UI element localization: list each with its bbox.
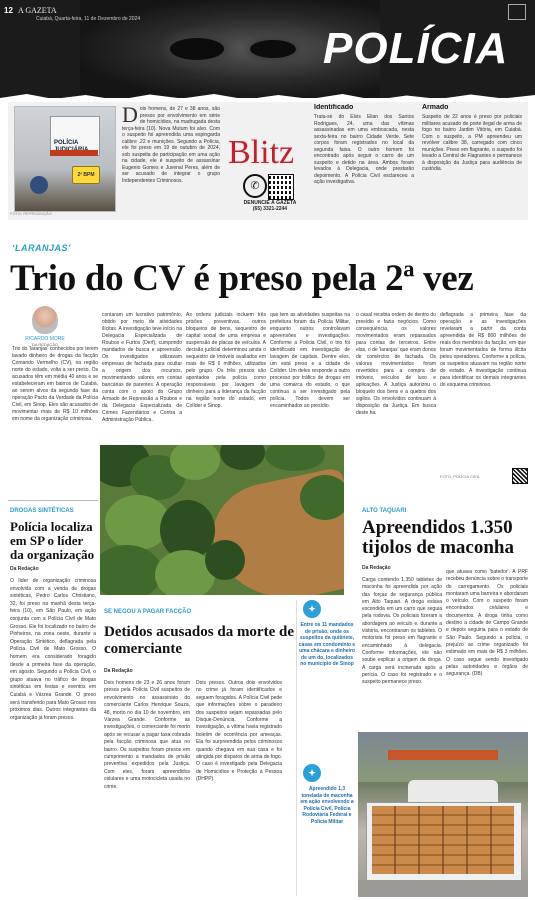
main-story-column-1: Trio do 'laranjas' conhecidos por terem lavado dinheiro de drogas da facção Comando Vermelho (CV), na região norte do estado, volta a ser preso. Os acusados têm em média 40 anos e se estabeleceram em bairros de Cuiabá, ao serem alvos da segunda fase da operação Pacto da Verdade da Polícia Civil, em Sinop. Eles são acusados de movimentar mais de R$ 10 milhões em nome da organização criminosa. <box>12 346 98 422</box>
teaser-photo-card-title: POLÍCIA <box>54 140 79 146</box>
teaser-column-2 <box>314 104 414 214</box>
qr-code-icon[interactable] <box>512 468 528 484</box>
main-photo-caption: FOTO: POLÍCIA CIVIL <box>440 474 480 479</box>
photo-tree <box>170 445 220 480</box>
right-story-kicker: ALTO TAQUARI <box>362 508 407 514</box>
sidebar-note-2: Apreendido 1,3 tonelada de maconha em ação envolvendo a Polícia Civil, Polícia Rodoviária Federal e Polícia Militar <box>300 786 354 825</box>
truck-cab <box>408 780 498 804</box>
dateline: Cuiabá, Quarta-feira, 11 de Dezembro de 2024 <box>36 16 141 22</box>
divider <box>8 500 98 501</box>
info-icon: ✦ <box>303 600 321 618</box>
teaser-column-1-text: ois homens, de 27 e 38 anos, são presos por envolvimento em série de homicídios, na madrugada desta terça-feira (10). Nova Mutum foi alvo. Com o suspeito foi apreendida uma espingarda calibre .22 e munições. Segundo a Polícia, ele foi preso em 19 de outubro de 2024, sob suspeita de participação em uma ação na cidade, ele é suspeito de assassinar Eugenio Gomes e Juvenal Peres, além de ser acusado de integrar o grupo Independentes Criminosos. <box>122 106 220 184</box>
photo-tree <box>100 545 162 595</box>
main-headline: Trio do CV é preso pela 2ª vez <box>10 258 474 299</box>
right-story-column-1: Carga contendo 1.350 tabletes de maconha foi apreendida por ação das forças de segurança pública em Alto Taquari. A droga estava escondida em um carro que seguia pela rodovia. Os policiais fizeram a abordagem ao veículo e, durante a vistoria, encontraram os tabletes. O motorista foi preso em flagrante e encaminhado à delegacia. Conforme informações, ele não soube explicar a origem da droga. A carga será incinerada após a perícia. O caso foi registrado e o suspeito permanece preso. <box>362 577 442 686</box>
info-icon: ✦ <box>303 764 321 782</box>
photo-tree <box>300 475 344 520</box>
whatsapp-icon[interactable]: ✆ <box>243 174 267 198</box>
left-story-headline: Polícia localiza em SP o líder da organização <box>10 519 95 562</box>
teaser-column-2-head: Identificado <box>314 104 354 111</box>
drug-bricks-grid <box>372 806 514 874</box>
page-number: 12 <box>4 6 13 15</box>
right-story-photo <box>358 732 528 897</box>
page-corner-icon <box>508 4 526 20</box>
left-story-byline: Da Redação <box>10 566 39 572</box>
right-story-byline: Da Redação <box>362 565 391 571</box>
teaser-column-3 <box>422 104 522 214</box>
photo-tree <box>265 445 325 471</box>
main-story-photo <box>100 445 344 595</box>
author-sub: DA REDAÇÃO <box>31 342 59 347</box>
right-story-headline: Apreendidos 1.350 tijolos de maconha <box>362 517 514 558</box>
whatsapp-label: DENUNCIE À GAZETA <box>243 200 297 206</box>
left-story-kicker: DROGAS SINTÉTICAS <box>10 508 74 514</box>
column-divider <box>296 600 297 896</box>
teaser-photo-caption: FOTO: REPRODUÇÃO <box>10 211 52 216</box>
center-story-column-2: Dois presos. Outros dois envolvidos no crime já foram identificados e seguem foragidos. A Polícia Civil pede que informações sobre o paradeiro dos suspeitos sejam repassadas pelo Disque-Denúncia. Conforme a investigação, a vítima havia registrado boletim de ocorrência por ameaças. Ela foi surpreendida pelos criminosos quando chegava em sua casa e foi atingida por disparos de arma de fogo. O caso é investigado pela Delegacia de Homicídios e Proteção à Pessoa (DHPP). <box>196 680 282 783</box>
header-photo-eye <box>170 38 224 60</box>
author-name: RICARDO MORE <box>25 336 65 342</box>
main-story-kicker: ‘LARANJAS’ <box>12 243 72 253</box>
teaser-dropcap: D <box>122 106 138 127</box>
teaser-column-3-head: Armado <box>422 104 449 111</box>
main-story-column-4: que tem as atividades suspeitas na prefeitura foram da Polícia Militar, enquanto outros controlavam apreensões e investigações. Conforme a Polícia Civil, o trio foi identificado em investigação de lavagem de capitais. Dentre eles, um está preso e a cidade de Colíder. Um deles responde a outro processo por tráfico de drogas em uma comarca do estado, o que continua a ser investigado pela polícia. Todos devem ser encaminhados ao presídio. <box>270 312 350 409</box>
section-title: POLÍCIA <box>323 24 509 73</box>
main-story-column-6: deflagrada a primeira fase da operação e as investigações revelaram a partir da conta apreendida de R$ 800 milhões de reais dos membros da facção, em que foram movimentados de forma ilícita pelos operadores. Conforme a polícia, os suspeitos atuavam na região norte do estado. A investigação continua para identificar os demais integrantes do esquema criminoso. <box>440 312 526 388</box>
whatsapp-cta <box>240 200 300 212</box>
teaser-column-1 <box>122 106 220 212</box>
photo-tree <box>220 445 265 470</box>
photo-ground <box>358 880 528 897</box>
main-story-column-2: contaram um lucrativo patrimônio, obtido por meio de atividades ilícitas. A investigação teve início na Delegacia Especializada de Roubos e Furtos (Derf), cumprindo mandados de busca e apreensão. Os investigados utilizavam empresas de fachada para ocultar a origem dos recursos, movimentando valores em contas bancárias de parentes. A operação conta com o apoio do Grupo Armado de Repressão a Roubos e da Delegacia Especializada de Crimes Fazendários e Contra a Administração Pública. <box>102 312 182 423</box>
center-story-headline: Detidos acusados da morte de comerciante <box>104 624 294 657</box>
blitz-logo: Blitz <box>228 134 295 171</box>
teaser-column-2-text: Trata-se do Elvis Elian dos Santos Rodrigues, 24, uma das vítimas assassinadas em uma emboscada, nesta sexta-feira no bairro Cidade Verde. Sete corpos foram registrados no local da segunda faixa. O outro homem foi encontrado após seguir o carro de um suspeito e detido na área. Ambos foram levados à Delegacia, onde prestarão depoimento. A Polícia Civil esclareceu a ação investigativa. <box>314 114 414 185</box>
center-story-column-1: Dois homens de 23 e 26 anos foram presos pela Polícia Civil suspeitos de envolvimento no assassinato do comerciante Carlos Henrique Souza, 48, morto no dia 10 de novembro, em Várzea Grande. Conforme as investigações, o comerciante foi morto após se recusar a pagar taxa cobrada pela facção criminosa que atua no bairro. Os suspeitos foram presos em cumprimento a mandados de prisão preventiva expedidos pela Justiça. Com eles, foram apreendidos celulares e uma motocicleta usada no crime. <box>104 680 190 790</box>
header-photo-eye <box>250 40 296 58</box>
author-avatar <box>32 306 58 334</box>
qr-code-icon[interactable] <box>268 174 294 200</box>
teaser-photo-card-band <box>50 150 98 156</box>
photo-sign <box>388 750 498 760</box>
right-story-column-2: que atuava como 'batedor'. A PRF recebeu denúncia sobre o transporte do carregamento. Os policiais montaram uma barreira e abordaram o veículo. Com o suspeito foram encontrados celulares e documentos. A droga tinha como destino a cidade de Campo Grande e depois seguiria para o estado de São Paulo. Segundo a polícia, o prejuízo ao crime organizado foi estimado em mais de R$ 3 milhões. O caso segue sendo investigado pelas autoridades e órgãos de segurança. (DB) <box>446 569 528 678</box>
newspaper-name: A GAZETA <box>18 6 57 15</box>
center-story-byline: Da Redação <box>104 668 133 674</box>
left-story-text: O líder de organização criminosa envolvida com a venda de drogas sintéticas, Pedro Carlos Christiano, 32, foi preso na manhã desta terça-feira (10), em São Paulo, em ação conjunta com a Polícia Civil de Mato Grosso. Ele foi localizado no bairro de Pinheiros, na zona oeste, durante a Operação Sintético, deflagrada pela Polícia Civil de Mato Grosso. O homem era considerado foragido desde a primeira fase da operação, em agosto. Segundo a Polícia Civil, o grupo atuava no tráfico de drogas sintéticas em festas e eventos em Cuiabá e Várzea Grande. O preso será transferido para Mato Grosso nos próximos dias. Outros integrantes da organização já foram presos. <box>10 578 96 721</box>
teaser-photo-seal: 2º BPM <box>72 166 100 184</box>
main-story-column-3: As ordens judiciais incluem três prisões preventivas, outros bloqueios de bens, sequestro de capital social de uma empresa e suspensão de placas de veículos. A decisão judicial determinou ainda o sequestro de imóveis avaliados em mais de R$ 6 milhões, utilizados pelo grupo. Os três presos são apontados pela polícia como responsáveis por lavagem de dinheiro para a liderança da facção na região norte do estado, em Colíder e Sinop. <box>186 312 266 409</box>
police-badge-icon <box>30 176 48 194</box>
photo-tree <box>205 540 245 580</box>
center-story-kicker: SE NEGOU A PAGAR FACÇÃO <box>104 609 192 615</box>
teaser-column-3-text: Suspeito de 22 anos é preso por policiais militares acusado de porte ilegal de arma de fogo no bairro Jardim Vitória, em Cuiabá. Com o suspeito, a PM apreendeu um revólver calibre 38, carregado com cinco munições. Preso em flagrante, o suspeito foi levado a Central de Flagrantes e permanece à disposição da Justiça para audiência de custódia. <box>422 114 522 172</box>
sidebar-note-1: Entre os 11 mandados de prisão, onde os suspeitos da quitinete, casas em condomínio e uma chácara e dinheiro de um do, localizados no município de Sinop <box>298 622 356 667</box>
whatsapp-number: (65) 3321-2244 <box>252 206 288 212</box>
main-story-column-5: o casal recebia ordem de dentro do presídio e fazia negócios. Como consequência, os valores movimentados eram repassados para contas de terceiros. Entre elas, o de 'laranjas' que eram donos de comércios de fachada. Os valores movimentados foram revertidos para a compra de imóveis, veículos de luxo e aplicações. A Justiça autorizou o bloqueio dos bens e a quebra dos sigilos. Os envolvidos continuam à disposição da Justiça. Em busca deste ha. <box>356 312 436 416</box>
